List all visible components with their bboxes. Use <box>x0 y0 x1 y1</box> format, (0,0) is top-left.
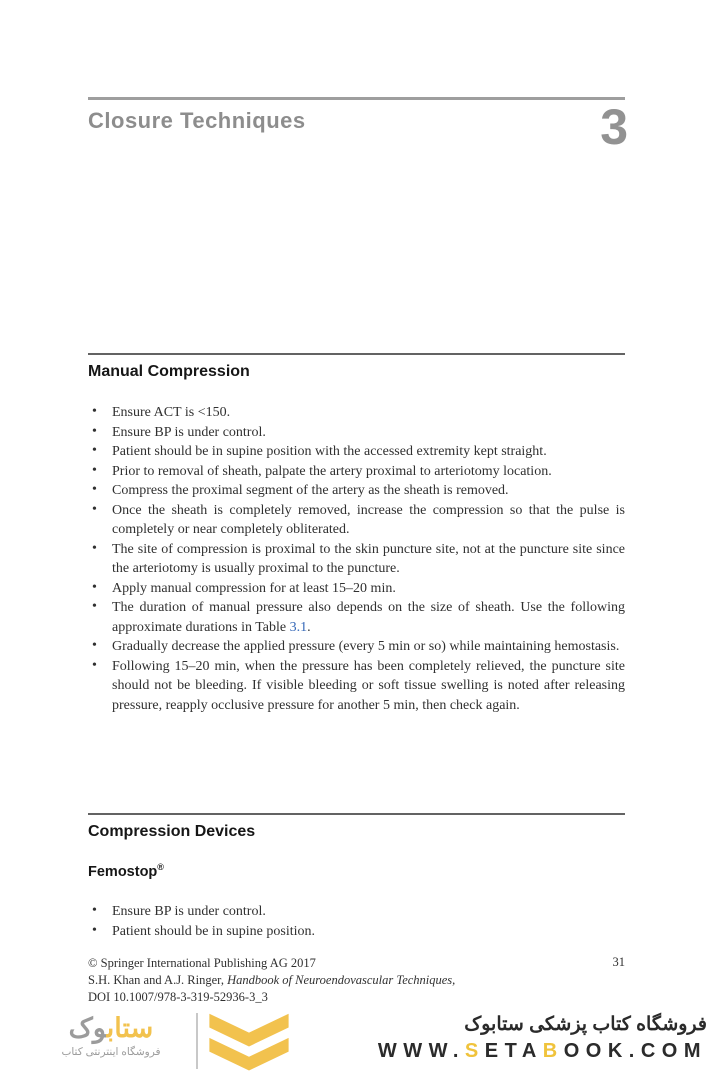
chevron-logo-icon <box>205 1012 293 1079</box>
femostop-bullet-list <box>88 902 625 941</box>
footer-copyright: © Springer International Publishing AG 2017 <box>88 956 316 970</box>
logo-divider <box>196 1013 198 1069</box>
bullet-text: Ensure BP is under control. <box>112 424 266 440</box>
url-segment: OOK.COM <box>563 1040 707 1062</box>
list-item <box>88 403 625 423</box>
bullet-icon: • <box>92 443 97 458</box>
manual-compression-bullet-list <box>88 403 625 715</box>
bullet-icon: • <box>92 462 97 478</box>
bullet-icon: • <box>92 599 97 614</box>
bullet-text: Once the sheath is completely removed, increase the compression so that the pulse is completely or near completely obliterated. <box>112 502 625 537</box>
website-url <box>347 1040 707 1063</box>
book-title: Handbook of Neuroendovascular Techniques, <box>227 972 456 987</box>
bullet-text: Apply manual compression for at least 15–20 min. <box>112 580 396 596</box>
logo-tagline: فروشگاه اینترنتی کتاب <box>61 1046 161 1058</box>
bullet-icon: • <box>92 579 97 595</box>
footer <box>88 955 625 1005</box>
chapter-title: Closure Techniques <box>88 108 306 133</box>
banner-right-block <box>347 1013 707 1063</box>
list-item <box>88 579 625 599</box>
bullet-text: Gradually decrease the applied pressure (every 5 min or so) while maintaining hemostasis. <box>112 639 620 654</box>
store-title-farsi: فروشگاه کتاب پزشکی ستابوک <box>464 1014 707 1035</box>
bullet-icon: • <box>92 638 97 653</box>
bullet-icon: • <box>92 404 97 419</box>
list-item <box>88 922 625 942</box>
bullet-icon: • <box>92 657 97 673</box>
list-item <box>88 598 625 637</box>
bullet-text: Following 15–20 min, when the pressure has been completely relieved, the puncture site should not be bleeding. If visible bleeding or soft tissue swelling is noted after releasing pressure, reapply occlusive pressure for another 5 min, then check again. <box>112 658 625 713</box>
bullet-text: Ensure BP is under control. <box>112 904 266 919</box>
setabook-banner <box>0 1005 712 1079</box>
subsection-heading-femostop <box>88 862 625 880</box>
bullet-text: Patient should be in supine position with the accessed extremity kept straight. <box>112 444 547 459</box>
chapter-number: 3 <box>600 99 628 155</box>
section-heading-compression-devices: Compression Devices <box>88 823 256 840</box>
list-item <box>88 481 625 501</box>
list-item <box>88 657 625 716</box>
bullet-icon: • <box>92 423 97 439</box>
section-rule <box>88 813 625 815</box>
bullet-text: The duration of manual pressure also depends on the size of sheath. Use the following approximate durations in Table <box>112 600 625 635</box>
footer-authors-line <box>88 972 625 989</box>
list-item <box>88 902 625 922</box>
bullet-icon: • <box>92 903 97 918</box>
footer-authors: S.H. Khan and A.J. Ringer, <box>88 972 228 987</box>
table-3-1-link[interactable]: 3.1 <box>289 619 308 635</box>
url-segment: B <box>542 1040 564 1062</box>
bullet-icon: • <box>92 540 97 556</box>
list-item <box>88 462 625 482</box>
subsection-label: Femostop <box>88 863 158 880</box>
list-item <box>88 637 625 657</box>
bullet-text: . <box>307 619 311 635</box>
setabook-logo <box>30 1013 192 1058</box>
url-segment: ETA <box>484 1040 543 1062</box>
bullet-text: The site of compression is proximal to the skin puncture site, not at the puncture site since the arteriotomy is usually proximal to the puncture. <box>112 541 625 576</box>
bullet-text: Compress the proximal segment of the artery as the sheath is removed. <box>112 483 509 498</box>
logo-text-secondary: وک <box>68 1013 107 1043</box>
bullet-text: Patient should be in supine position. <box>112 923 315 939</box>
page-number: 31 <box>612 955 625 969</box>
bullet-icon: • <box>92 501 97 517</box>
bullet-icon: • <box>92 922 97 938</box>
list-item <box>88 442 625 462</box>
list-item <box>88 501 625 540</box>
logo-wordmark <box>30 1013 192 1043</box>
bullet-icon: • <box>92 482 97 497</box>
url-segment: WWW. <box>377 1040 465 1062</box>
footer-doi: DOI 10.1007/978-3-319-52936-3_3 <box>88 989 268 1004</box>
bullet-text: Prior to removal of sheath, palpate the artery proximal to arteriotomy location. <box>112 463 552 479</box>
list-item <box>88 423 625 443</box>
section-rule <box>88 353 625 355</box>
list-item <box>88 540 625 579</box>
section-heading-manual-compression: Manual Compression <box>88 363 250 380</box>
bullet-text: Ensure ACT is <150. <box>112 405 231 420</box>
url-segment: S <box>464 1040 485 1062</box>
logo-text-primary: ستاب <box>106 1013 154 1043</box>
registered-trademark-symbol: ® <box>157 862 164 872</box>
